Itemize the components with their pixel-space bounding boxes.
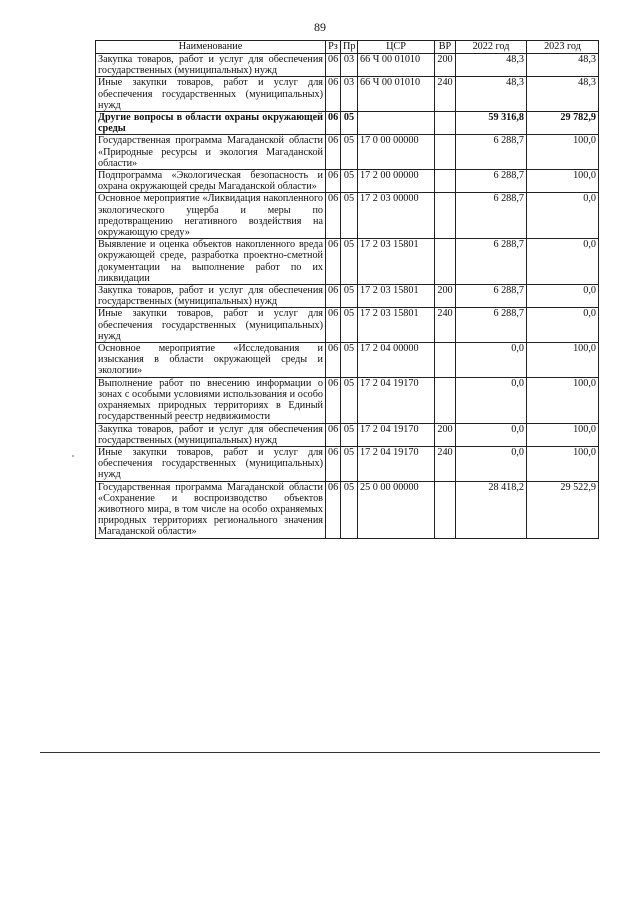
cell-2023: 100,0 <box>527 343 599 378</box>
cell-csr: 17 2 03 15801 <box>358 285 435 308</box>
cell-rz: 06 <box>326 285 341 308</box>
cell-2023: 29 522,9 <box>527 481 599 538</box>
cell-name: Другие вопросы в области охраны окружающей среды <box>96 112 326 135</box>
cell-rz: 06 <box>326 308 341 343</box>
cell-name: Подпрограмма «Экологическая безопасность и охрана окружающей среды Магаданской области» <box>96 170 326 193</box>
header-2022: 2022 год <box>456 41 527 54</box>
cell-2022: 0,0 <box>456 343 527 378</box>
cell-csr: 17 2 03 15801 <box>358 239 435 285</box>
table-row <box>96 77 599 112</box>
cell-pr: 05 <box>341 135 358 170</box>
cell-vr: 240 <box>435 446 456 481</box>
cell-rz: 06 <box>326 54 341 77</box>
table-row <box>96 112 599 135</box>
cell-pr: 05 <box>341 446 358 481</box>
table-row <box>96 343 599 378</box>
cell-2022: 59 316,8 <box>456 112 527 135</box>
cell-name: Закупка товаров, работ и услуг для обеспечения государственных (муниципальных) нужд <box>96 423 326 446</box>
cell-2022: 6 288,7 <box>456 285 527 308</box>
cell-2023: 0,0 <box>527 285 599 308</box>
cell-2023: 48,3 <box>527 54 599 77</box>
cell-rz: 06 <box>326 446 341 481</box>
bottom-rule <box>40 752 600 753</box>
cell-2023: 48,3 <box>527 77 599 112</box>
cell-rz: 06 <box>326 77 341 112</box>
cell-name: Выявление и оценка объектов накопленного вреда окружающей среде, разработка проектно-сметной документации на выполнение работ по их ликвидации <box>96 239 326 285</box>
cell-pr: 05 <box>341 377 358 423</box>
table-row <box>96 308 599 343</box>
cell-name: Закупка товаров, работ и услуг для обеспечения государственных (муниципальных) нужд <box>96 285 326 308</box>
header-2023: 2023 год <box>527 41 599 54</box>
cell-vr: 200 <box>435 54 456 77</box>
cell-2023: 0,0 <box>527 239 599 285</box>
cell-csr: 66 Ч 00 01010 <box>358 54 435 77</box>
cell-2022: 6 288,7 <box>456 135 527 170</box>
cell-vr <box>435 239 456 285</box>
cell-name: Иные закупки товаров, работ и услуг для обеспечения государственных (муниципальных) нужд <box>96 77 326 112</box>
cell-2023: 100,0 <box>527 423 599 446</box>
header-pr: Пр <box>341 41 358 54</box>
cell-csr <box>358 112 435 135</box>
cell-2023: 100,0 <box>527 377 599 423</box>
cell-2023: 0,0 <box>527 308 599 343</box>
cell-csr: 17 2 04 19170 <box>358 446 435 481</box>
table-row <box>96 193 599 239</box>
cell-pr: 05 <box>341 308 358 343</box>
cell-vr <box>435 193 456 239</box>
cell-pr: 05 <box>341 193 358 239</box>
header-vr: ВР <box>435 41 456 54</box>
header-rz: Рз <box>326 41 341 54</box>
cell-pr: 03 <box>341 54 358 77</box>
cell-vr: 240 <box>435 308 456 343</box>
cell-pr: 05 <box>341 112 358 135</box>
cell-name: Государственная программа Магаданской области «Сохранение и воспроизводство объектов животного мира, в том числе на особо охраняемых природных территориях регионального значения Магаданской области» <box>96 481 326 538</box>
cell-csr: 25 0 00 00000 <box>358 481 435 538</box>
cell-2023: 0,0 <box>527 193 599 239</box>
cell-csr: 17 2 04 19170 <box>358 377 435 423</box>
cell-rz: 06 <box>326 377 341 423</box>
cell-2023: 100,0 <box>527 170 599 193</box>
cell-vr <box>435 481 456 538</box>
cell-2022: 6 288,7 <box>456 170 527 193</box>
cell-csr: 17 0 00 00000 <box>358 135 435 170</box>
cell-pr: 05 <box>341 285 358 308</box>
cell-rz: 06 <box>326 170 341 193</box>
cell-vr: 200 <box>435 423 456 446</box>
cell-csr: 17 2 04 19170 <box>358 423 435 446</box>
budget-table <box>95 40 599 539</box>
cell-pr: 03 <box>341 77 358 112</box>
cell-csr: 66 Ч 00 01010 <box>358 77 435 112</box>
page-number: 89 <box>314 20 326 34</box>
cell-2022: 0,0 <box>456 423 527 446</box>
cell-2022: 0,0 <box>456 446 527 481</box>
table-row <box>96 239 599 285</box>
cell-pr: 05 <box>341 170 358 193</box>
table-row <box>96 377 599 423</box>
cell-rz: 06 <box>326 239 341 285</box>
cell-csr: 17 2 04 00000 <box>358 343 435 378</box>
table-row <box>96 446 599 481</box>
cell-name: Закупка товаров, работ и услуг для обеспечения государственных (муниципальных) нужд <box>96 54 326 77</box>
cell-vr <box>435 377 456 423</box>
cell-vr <box>435 343 456 378</box>
cell-csr: 17 2 03 15801 <box>358 308 435 343</box>
table-row <box>96 423 599 446</box>
cell-pr: 05 <box>341 481 358 538</box>
cell-rz: 06 <box>326 423 341 446</box>
cell-csr: 17 2 00 00000 <box>358 170 435 193</box>
cell-pr: 05 <box>341 423 358 446</box>
cell-pr: 05 <box>341 343 358 378</box>
cell-vr: 200 <box>435 285 456 308</box>
cell-2022: 28 418,2 <box>456 481 527 538</box>
cell-vr: 240 <box>435 77 456 112</box>
cell-vr <box>435 135 456 170</box>
header-name: Наименование <box>96 41 326 54</box>
cell-rz: 06 <box>326 112 341 135</box>
cell-name: Иные закупки товаров, работ и услуг для обеспечения государственных (муниципальных) нужд <box>96 446 326 481</box>
table-body <box>96 54 599 539</box>
cell-2023: 100,0 <box>527 135 599 170</box>
cell-2022: 6 288,7 <box>456 308 527 343</box>
cell-rz: 06 <box>326 343 341 378</box>
header-csr: ЦСР <box>358 41 435 54</box>
cell-name: Иные закупки товаров, работ и услуг для обеспечения государственных (муниципальных) нужд <box>96 308 326 343</box>
cell-2022: 6 288,7 <box>456 193 527 239</box>
cell-name: Основное мероприятие «Исследования и изыскания в области окружающей среды и экологии» <box>96 343 326 378</box>
cell-rz: 06 <box>326 481 341 538</box>
cell-2023: 100,0 <box>527 446 599 481</box>
table-row <box>96 54 599 77</box>
cell-name: Выполнение работ по внесению информации о зонах с особыми условиями использования и особо охраняемых природных территориях в Единый государственный реестр недвижимости <box>96 377 326 423</box>
table-row <box>96 135 599 170</box>
scan-speck <box>72 455 74 457</box>
cell-2022: 48,3 <box>456 54 527 77</box>
cell-2022: 6 288,7 <box>456 239 527 285</box>
cell-pr: 05 <box>341 239 358 285</box>
table-header-row <box>96 41 599 54</box>
cell-rz: 06 <box>326 135 341 170</box>
cell-2023: 29 782,9 <box>527 112 599 135</box>
cell-rz: 06 <box>326 193 341 239</box>
cell-2022: 48,3 <box>456 77 527 112</box>
cell-name: Основное мероприятие «Ликвидация накопленного экологического ущерба и меры по предотвращению негативного воздействия на окружающую среду» <box>96 193 326 239</box>
cell-csr: 17 2 03 00000 <box>358 193 435 239</box>
cell-name: Государственная программа Магаданской области «Природные ресурсы и экология Магаданской области» <box>96 135 326 170</box>
table-row <box>96 481 599 538</box>
cell-2022: 0,0 <box>456 377 527 423</box>
cell-vr <box>435 170 456 193</box>
table-row <box>96 285 599 308</box>
cell-vr <box>435 112 456 135</box>
table-row <box>96 170 599 193</box>
